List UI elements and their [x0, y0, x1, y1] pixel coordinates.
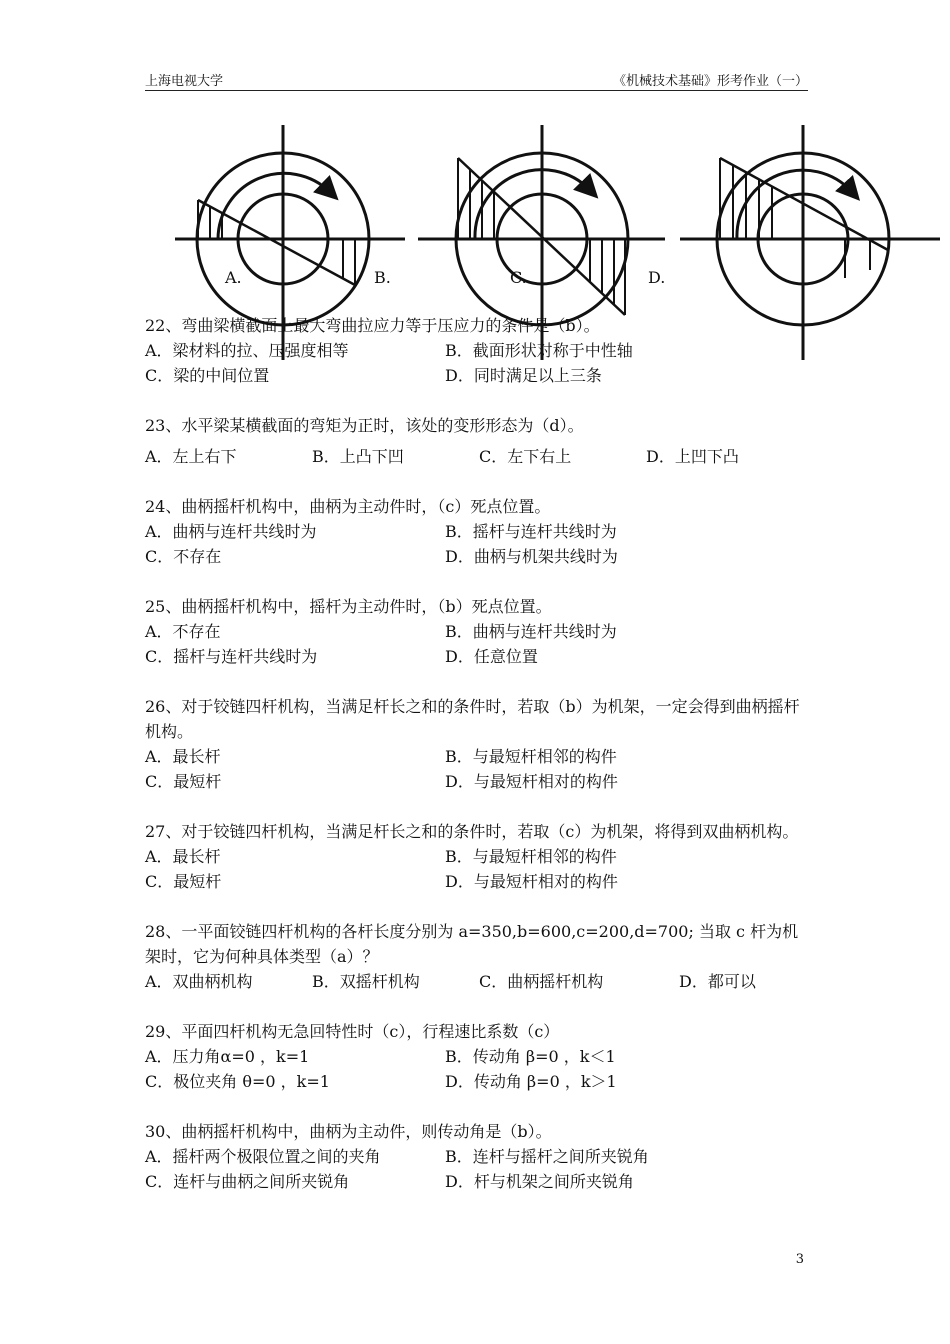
option-b: B．与最短杆相邻的构件	[445, 747, 617, 766]
option-a: A．最长杆	[145, 847, 221, 866]
question-text: 27、对于铰链四杆机构，当满足杆长之和的条件时，若取（c）为机架，将得到双曲柄机构。	[145, 822, 799, 841]
option-d: D．与最短杆相对的构件	[445, 772, 618, 791]
option-b: B．连杆与摇杆之间所夹锐角	[445, 1147, 649, 1166]
figure-label-b: B.	[374, 268, 391, 287]
figure-label-a: A.	[225, 268, 242, 287]
option-c: C．最短杆	[145, 772, 222, 791]
question-text: 26、对于铰链四杆机构，当满足杆长之和的条件时，若取（b）为机架，一定会得到曲柄摇杆机构。	[145, 697, 800, 741]
question-text: 23、水平梁某横截面的弯矩为正时，该处的变形形态为（d）。	[145, 416, 584, 435]
question-text: 30、曲柄摇杆机构中，曲柄为主动件，则传动角是（b）。	[145, 1122, 552, 1141]
option-d: D．杆与机架之间所夹锐角	[445, 1172, 634, 1191]
header-course: 《机械技术基础》形考作业（一）	[612, 74, 808, 89]
question-text: 22、弯曲梁横截面上最大弯曲拉应力等于压应力的条件是（b）。	[145, 316, 600, 335]
option-b: B．上凸下凹	[312, 447, 404, 466]
option-c: C．极位夹角 θ=0 ，k=1	[145, 1072, 330, 1091]
option-a: A．不存在	[145, 622, 221, 641]
header-school: 上海电视大学	[145, 74, 224, 89]
option-c: C．左下右上	[479, 447, 572, 466]
question-22	[145, 313, 810, 388]
option-a: A．摇杆两个极限位置之间的夹角	[145, 1147, 381, 1166]
option-c: C．曲柄摇杆机构	[479, 972, 604, 991]
option-b: B．双摇杆机构	[312, 972, 420, 991]
figure-label-d: D.	[648, 268, 666, 287]
option-d: D．与最短杆相对的构件	[445, 872, 618, 891]
option-c: C．最短杆	[145, 872, 222, 891]
figure-label-c: C.	[510, 268, 527, 287]
option-d: D．传动角 β=0 ，k＞1	[445, 1072, 617, 1091]
option-d: D．上凹下凸	[646, 447, 739, 466]
option-d: D．任意位置	[445, 647, 538, 666]
question-text: 24、曲柄摇杆机构中，曲柄为主动件时，（c）死点位置。	[145, 497, 551, 516]
question-text: 29、平面四杆机构无急回特性时（c），行程速比系数（c）	[145, 1022, 560, 1041]
question-28	[145, 919, 810, 994]
option-a: A．梁材料的拉、压强度相等	[145, 341, 349, 360]
question-text: 28、一平面铰链四杆机构的各杆长度分别为 a=350,b=600,c=200,d=700; 当取 c 杆为机架时，它为何种具体类型（a）？	[145, 922, 799, 966]
page-header	[145, 70, 808, 91]
option-a: A．左上右下	[145, 447, 237, 466]
question-25	[145, 594, 810, 669]
option-d: D．同时满足以上三条	[445, 366, 602, 385]
question-27	[145, 819, 810, 894]
option-b: B．传动角 β=0 ，k＜1	[445, 1047, 616, 1066]
page-number: 3	[795, 1252, 804, 1267]
option-c: C．梁的中间位置	[145, 366, 270, 385]
option-c: C．连杆与曲柄之间所夹锐角	[145, 1172, 350, 1191]
option-d: D．都可以	[679, 972, 756, 991]
question-23	[145, 413, 810, 469]
option-c: C．摇杆与连杆共线时为	[145, 647, 318, 666]
option-a: A．最长杆	[145, 747, 221, 766]
question-26	[145, 694, 810, 794]
option-b: B．曲柄与连杆共线时为	[445, 622, 617, 641]
option-a: A．压力角α=0 ，k=1	[145, 1047, 310, 1066]
question-24	[145, 494, 810, 569]
question-text: 25、曲柄摇杆机构中，摇杆为主动件时，（b）死点位置。	[145, 597, 552, 616]
questions-list	[145, 313, 810, 1219]
question-30	[145, 1119, 810, 1194]
option-d: D．曲柄与机架共线时为	[445, 547, 618, 566]
option-a: A．曲柄与连杆共线时为	[145, 522, 317, 541]
option-a: A．双曲柄机构	[145, 972, 253, 991]
option-c: C．不存在	[145, 547, 222, 566]
option-b: B．与最短杆相邻的构件	[445, 847, 617, 866]
option-b: B．摇杆与连杆共线时为	[445, 522, 617, 541]
question-29	[145, 1019, 810, 1094]
option-b: B．截面形状对称于中性轴	[445, 341, 633, 360]
